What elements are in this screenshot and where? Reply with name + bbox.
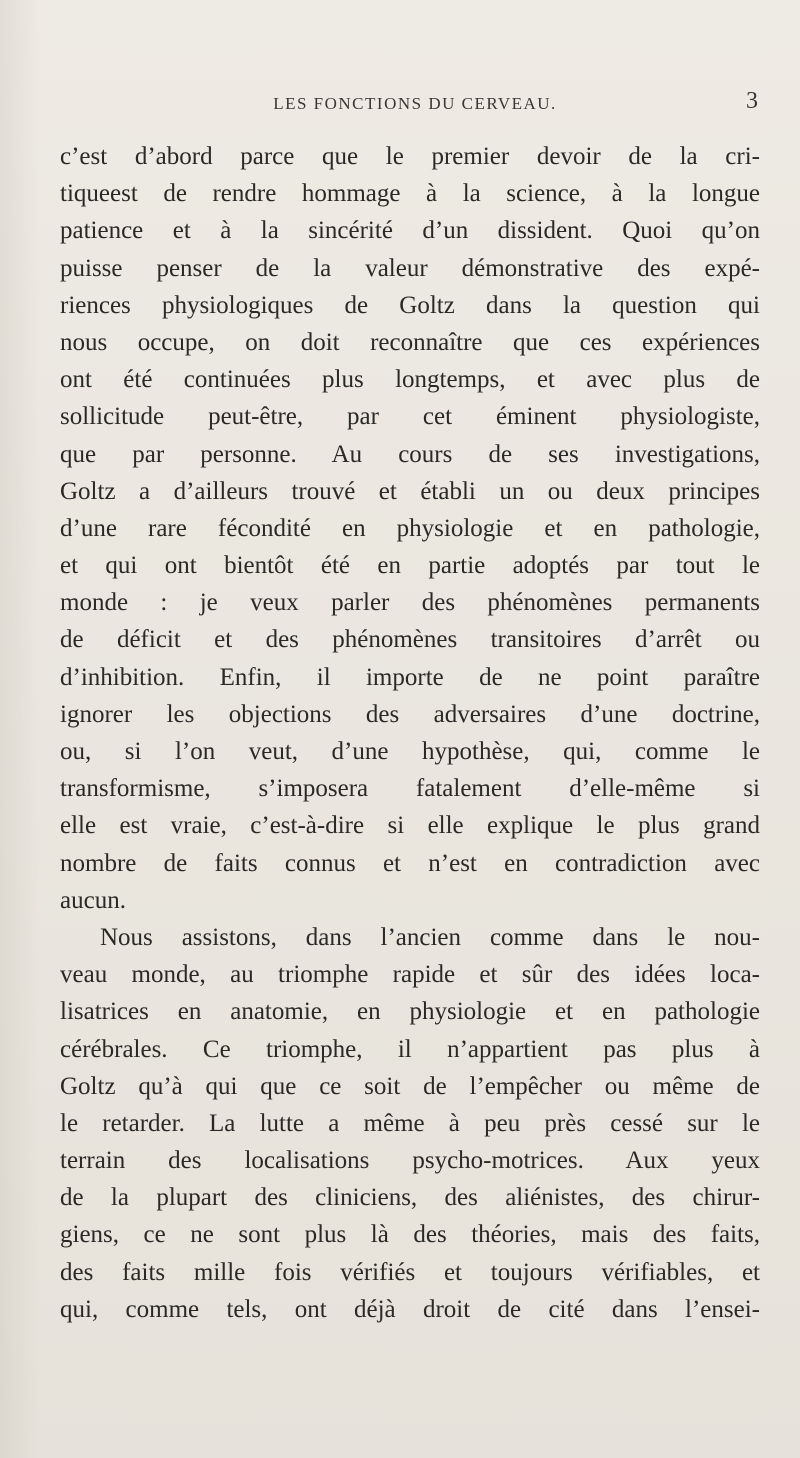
text-line: tiqueest de rendre hommage à la science, à la longue (60, 180, 760, 208)
text-line: d’inhibition. Enfin, il importe de ne point paraître (60, 663, 760, 691)
text-line: ignorer les objections des adversaires d’une doctrine, (60, 700, 760, 728)
text-line: c’est d’abord parce que le premier devoir de la cri- (60, 143, 760, 170)
text-line: riences physiologiques de Goltz dans la question qui (60, 291, 760, 319)
text-line: monde : je veux parler des phénomènes permanents (60, 589, 760, 617)
text-line: que par personne. Au cours de ses investigations, (60, 440, 760, 468)
text-line: le retarder. La lutte a même à peu près cessé sur le (60, 1109, 760, 1137)
text-line: terrain des localisations psycho-motrices. Aux yeux (60, 1147, 760, 1175)
text-line: ont été continuées plus longtemps, et avec plus de (60, 366, 760, 394)
text-line-paragraph-start: Nous assistons, dans l’ancien comme dans le nou- (100, 923, 760, 951)
text-line: cérébrales. Ce triomphe, il n’appartient pas plus à (60, 1035, 760, 1063)
text-line: nombre de faits connus et n’est en contradiction avec (60, 849, 760, 877)
text-line: de la plupart des cliniciens, des aliénistes, des chirur- (60, 1184, 760, 1212)
text-line: sollicitude peut-être, par cet éminent physiologiste, (60, 403, 760, 431)
text-line: lisatrices en anatomie, en physiologie et en pathologie (60, 998, 760, 1026)
text-line: de déficit et des phénomènes transitoires d’arrêt ou (60, 626, 760, 654)
text-line: des faits mille fois vérifiés et toujours vérifiables, et (60, 1258, 760, 1286)
text-line: d’une rare fécondité en physiologie et en pathologie, (60, 514, 760, 542)
text-line: ou, si l’on veut, d’une hypothèse, qui, comme le (60, 738, 760, 765)
text-line: patience et à la sincérité d’un dissident. Quoi qu’on (60, 217, 760, 245)
running-title: LES FONCTIONS DU CERVEAU. (273, 94, 557, 113)
text-line: Goltz qu’à qui que ce soit de l’empêcher ou même de (60, 1072, 760, 1100)
text-line: Goltz a d’ailleurs trouvé et établi un ou deux principes (60, 477, 760, 505)
running-head (60, 88, 760, 118)
body-text (60, 138, 760, 1328)
text-line-paragraph-end: aucun. (60, 886, 126, 914)
text-line: qui, comme tels, ont déjà droit de cité dans l’ensei- (60, 1295, 760, 1323)
text-line: giens, ce ne sont plus là des théories, mais des faits, (60, 1221, 760, 1249)
page-number: 3 (746, 88, 758, 114)
text-line: transformisme, s’imposera fatalement d’elle-même si (60, 775, 760, 803)
text-line: nous occupe, on doit reconnaître que ces expériences (60, 328, 760, 356)
text-line: elle est vraie, c’est-à-dire si elle explique le plus grand (60, 812, 760, 840)
text-line: et qui ont bientôt été en partie adoptés par tout le (60, 552, 760, 580)
text-line: veau monde, au triomphe rapide et sûr des idées loca- (60, 961, 760, 989)
text-line: puisse penser de la valeur démonstrative des expé- (60, 254, 760, 282)
